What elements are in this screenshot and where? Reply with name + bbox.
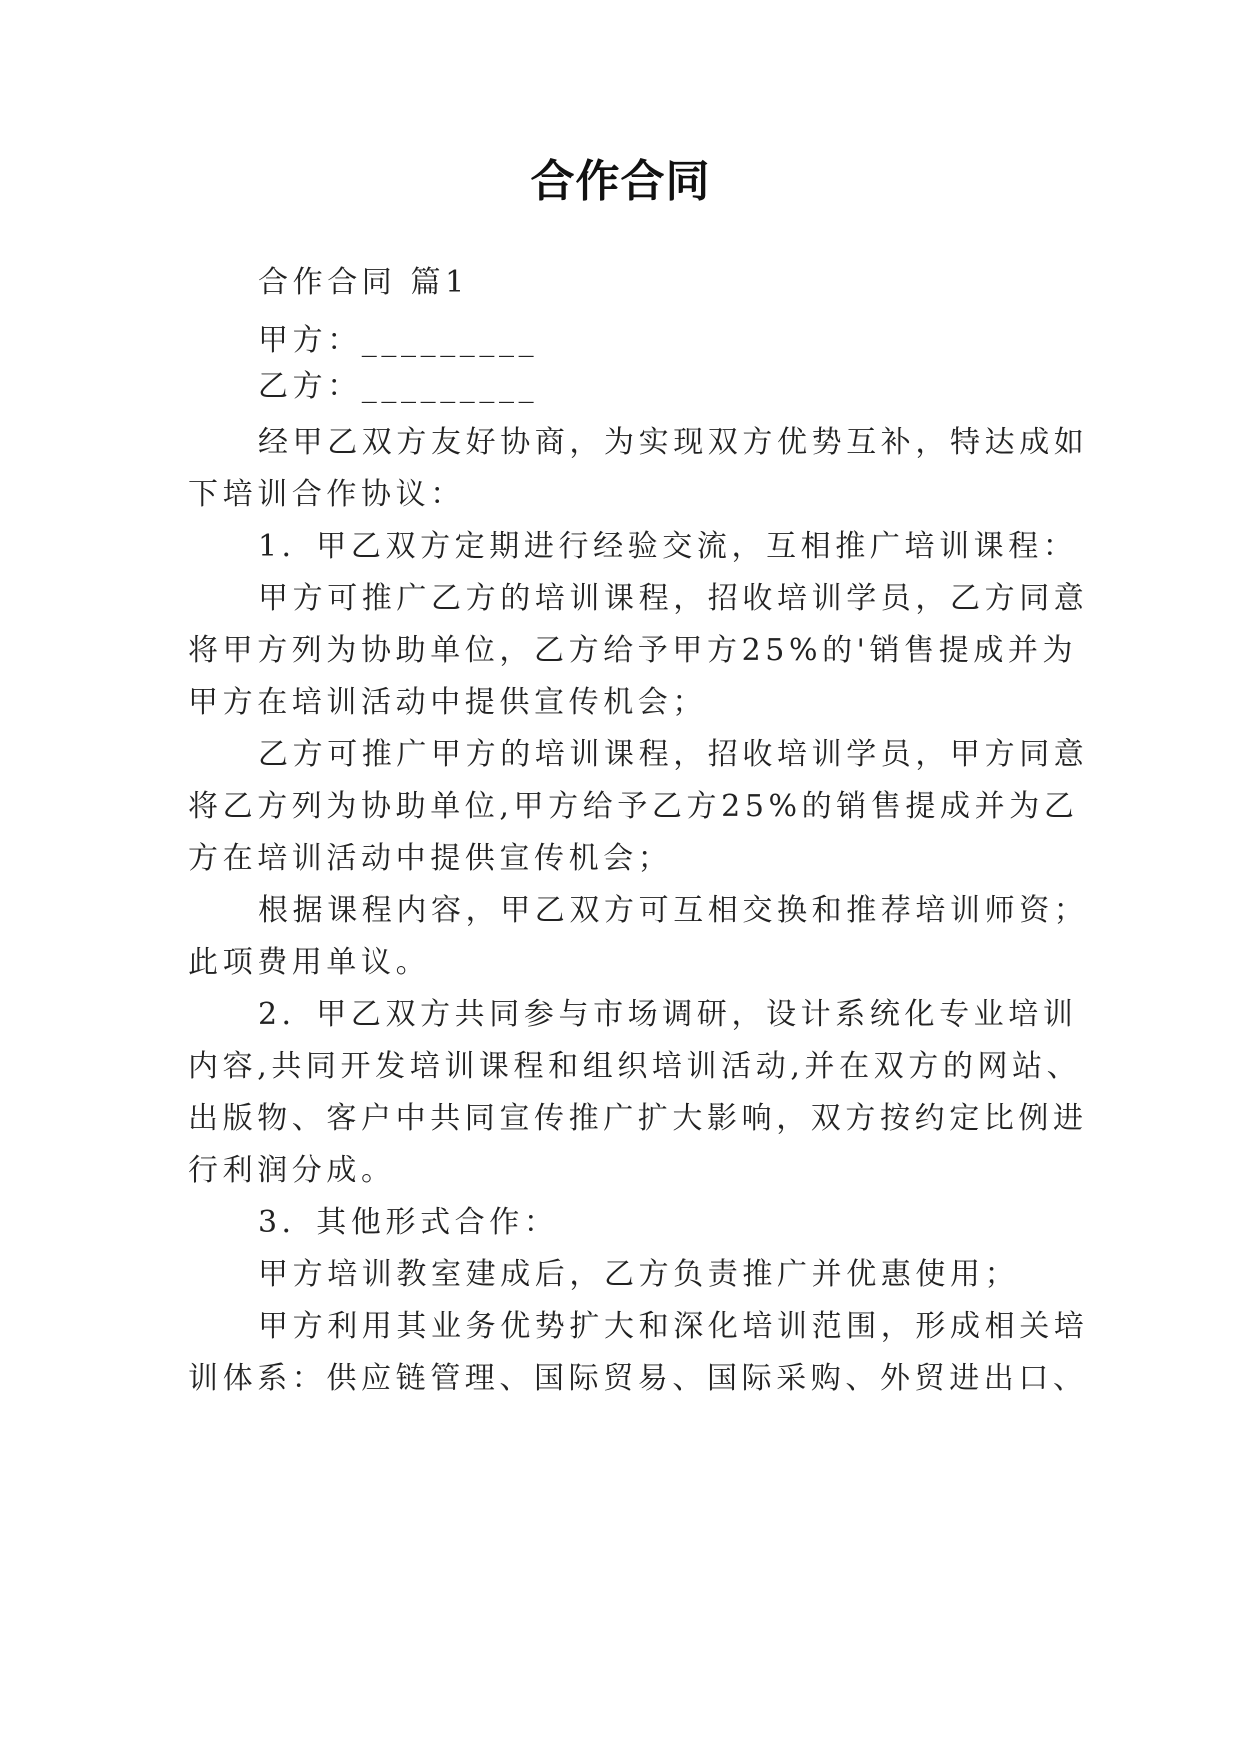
paragraph-line: 出版物、客户中共同宣传推广扩大影响，双方按约定比例进: [188, 1101, 1088, 1136]
paragraph-line: 方在培训活动中提供宣传机会；: [188, 841, 673, 876]
paragraph-line: 内容,共同开发培训课程和组织培训活动,并在双方的网站、: [188, 1049, 1082, 1084]
paragraph-line: 将乙方列为协助单位,甲方给予乙方25%的销售提成并为乙: [188, 789, 1079, 824]
paragraph-line: 经甲乙双方友好协商，为实现双方优势互补，特达成如: [258, 425, 1089, 460]
party-b-line: 乙方：_________: [258, 369, 539, 404]
paragraph-line: 甲方利用其业务优势扩大和深化培训范围，形成相关培: [258, 1309, 1089, 1344]
clause-heading: 3．其他形式合作：: [258, 1205, 559, 1240]
paragraph-line: 甲方在培训活动中提供宣传机会；: [188, 685, 707, 720]
paragraph-line: 乙方可推广甲方的培训课程，招收培训学员，甲方同意: [258, 737, 1089, 772]
paragraph-line: 行利润分成。: [188, 1153, 396, 1188]
paragraph-line: 甲方可推广乙方的培训课程，招收培训学员，乙方同意: [258, 581, 1089, 616]
clause-heading: 2．甲乙双方共同参与市场调研，设计系统化专业培训: [258, 997, 1078, 1032]
paragraph-line: 根据课程内容，甲乙双方可互相交换和推荐培训师资；: [258, 893, 1089, 928]
paragraph-line: 甲方培训教室建成后，乙方负责推广并优惠使用；: [258, 1257, 1020, 1292]
document-title: 合作合同: [530, 156, 711, 207]
paragraph-line: 此项费用单议。: [188, 945, 431, 980]
party-a-line: 甲方：_________: [258, 323, 539, 358]
paragraph-line: 将甲方列为协助单位，乙方给予甲方25%的'销售提成并为: [188, 633, 1078, 668]
paragraph-line: 下培训合作协议：: [188, 477, 465, 512]
paragraph-line: 训体系：供应链管理、国际贸易、国际采购、外贸进出口、: [188, 1361, 1088, 1396]
section-heading: 合作合同 篇1: [258, 265, 469, 300]
clause-heading: 1．甲乙双方定期进行经验交流，互相推广培训课程：: [258, 529, 1078, 564]
